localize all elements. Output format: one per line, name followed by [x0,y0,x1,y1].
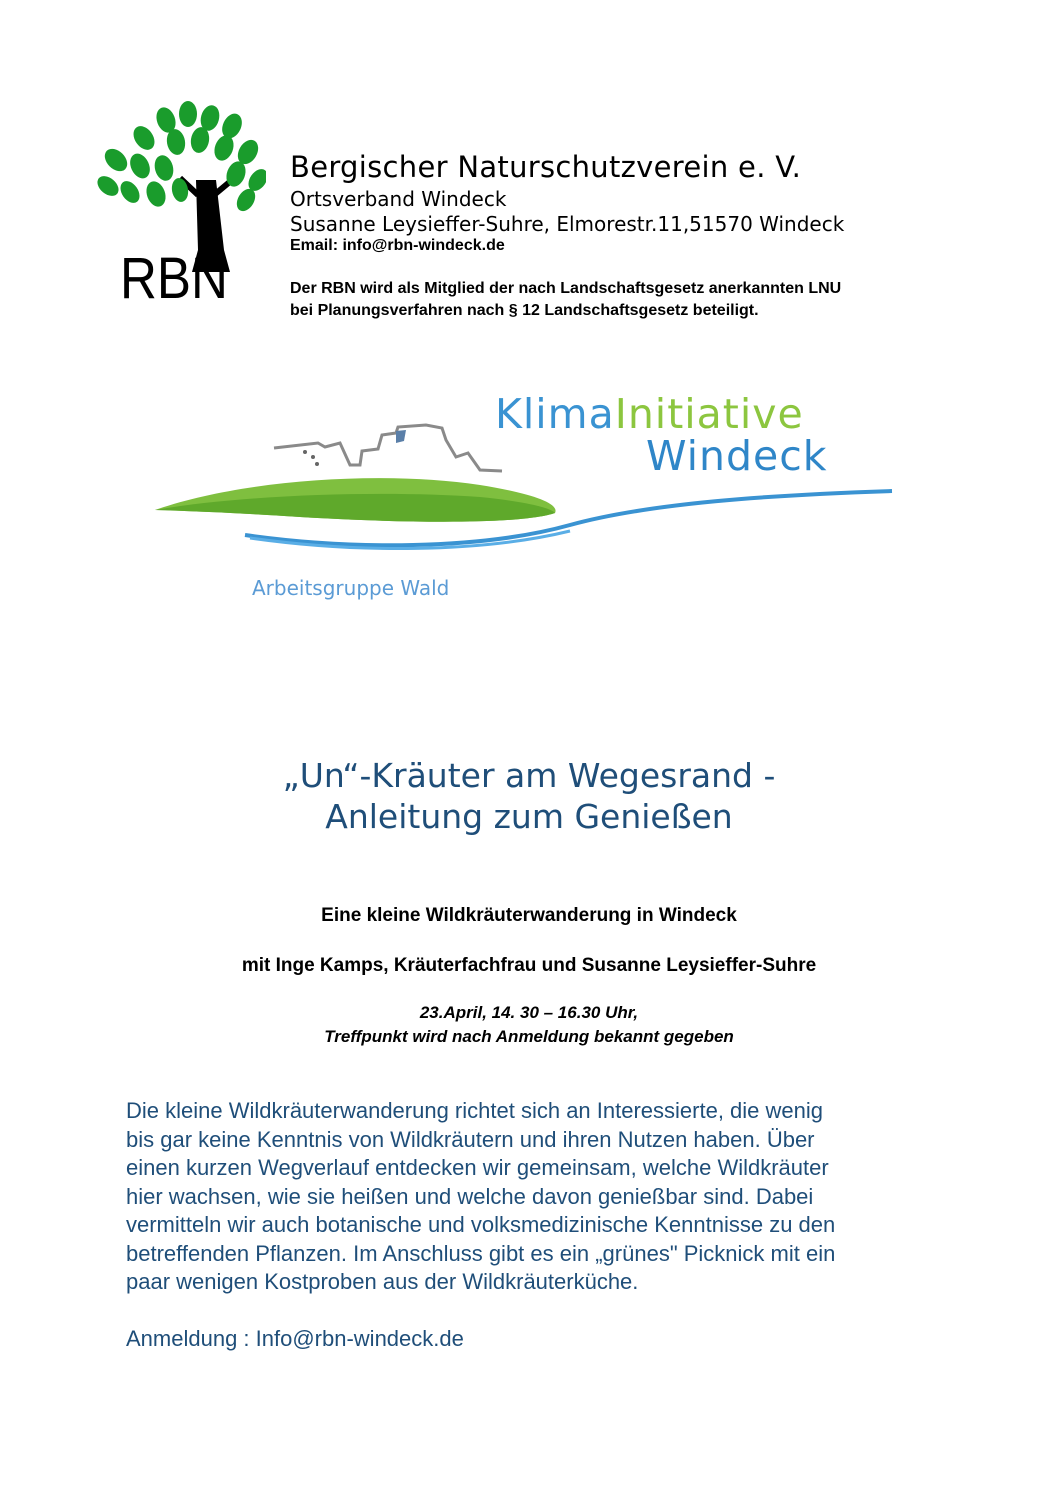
org-branch: Ortsverband Windeck [290,187,507,211]
title-line: „Un“-Kräuter am Wegesrand - [282,756,776,795]
event-guides: mit Inge Kamps, Kräuterfachfrau und Susanne Leysieffer-Suhre [241,955,817,976]
description-line: bis gar keine Kenntnis von Wildkräutern und ihren Nutzen haben. Über [126,1126,815,1152]
klima-logo-title [495,390,804,438]
rbn-logo-text: RBN [120,246,228,305]
description-line: vermitteln wir auch botanische und volksmedizinische Kenntnisse zu den [126,1212,836,1237]
event-description [126,1097,936,1297]
event-date: 23.April, 14. 30 – 16.30 Uhr, [419,1003,639,1022]
org-address: Susanne Leysieffer-Suhre, Elmorestr.11,51570 Windeck [290,212,845,236]
event-subtitle: Eine kleine Wildkräuterwanderung in Windeck [321,905,737,926]
org-note-line: Der RBN wird als Mitglied der nach Landschaftsgesetz anerkannten LNU [290,280,842,297]
org-note [290,278,841,322]
registration-contact[interactable]: Anmeldung : Info@rbn-windeck.de [126,1326,464,1351]
windeck-word: Windeck [646,432,828,480]
page-title [0,755,1058,837]
description-line: paar wenigen Kostproben aus der Wildkräuterküche. [126,1269,639,1294]
org-name: Bergischer Naturschutzverein e. V. [290,150,802,184]
event-meeting-point: Treffpunkt wird nach Anmeldung bekannt gegeben [324,1027,734,1046]
org-email[interactable]: Email: info@rbn-windeck.de [290,237,505,254]
description-line: einen kurzen Wegverlauf entdecken wir gemeinsam, welche Wildkräuter [126,1155,829,1180]
description-line: betreffenden Pflanzen. Im Anschluss gibt es ein „grünes" Picknick mit ein [126,1240,836,1266]
klima-word: Klima [495,390,615,438]
description-line: hier wachsen, wie sie heißen und welche davon genießbar sind. Dabei [126,1183,814,1209]
working-group-label: Arbeitsgruppe Wald [252,576,450,600]
initiative-word: Initiative [614,390,804,438]
org-note-line: bei Planungsverfahren nach § 12 Landschaftsgesetz beteiligt. [290,302,759,319]
title-line: Anleitung zum Genießen [325,797,733,836]
rbn-tree-logo [96,100,266,305]
description-line: Die kleine Wildkräuterwanderung richtet sich an Interessierte, die wenig [126,1098,824,1123]
